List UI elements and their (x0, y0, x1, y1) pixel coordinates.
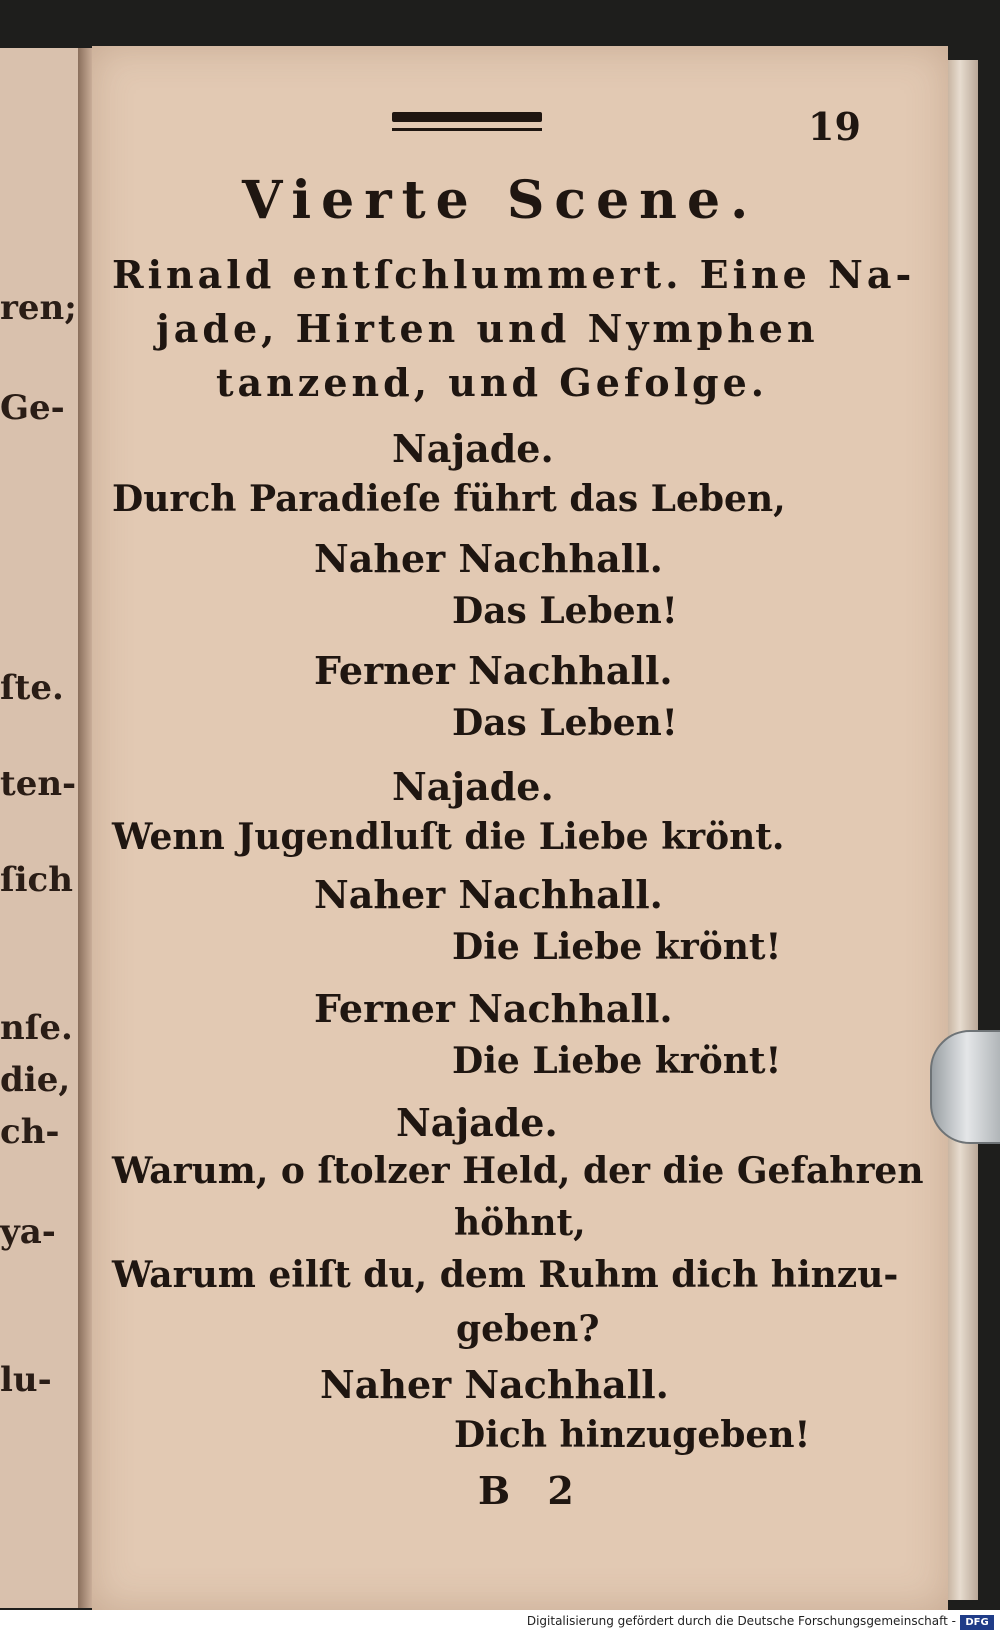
verse-line: Warum eilſt du, dem Ruhm dich hinzu- (112, 1254, 899, 1296)
speaker-name: Ferner Nachhall. (314, 986, 673, 1031)
funding-notice: Digitalisierung gefördert durch die Deutsche Forschungsgemeinschaft - (526, 1614, 956, 1628)
left-fragment: ſte. (0, 668, 64, 708)
page-number: 19 (808, 104, 861, 149)
verse-line: Dich hinzugeben! (454, 1414, 811, 1456)
page-content (92, 46, 948, 1610)
verse-line: Das Leben! (452, 590, 678, 632)
book-clip (930, 1030, 1000, 1144)
left-fragment: ya- (0, 1212, 56, 1252)
left-fragment: ch- (0, 1112, 60, 1152)
verse-line: Wenn Jugendluſt die Liebe krönt. (112, 816, 785, 858)
left-fragment: lu- (0, 1360, 52, 1400)
verse-line: höhnt, (454, 1202, 586, 1244)
speaker-name: Ferner Nachhall. (314, 648, 673, 693)
left-fragment: ten- (0, 764, 77, 804)
ornament-rule-thin (392, 128, 542, 131)
ornament-rule (392, 112, 542, 122)
verse-line: Die Liebe krönt! (452, 926, 782, 968)
book-gutter (78, 48, 92, 1608)
speaker-name: Najade. (392, 764, 554, 809)
left-fragment: nſe. (0, 1008, 73, 1048)
verse-line: geben? (456, 1308, 600, 1350)
verse-line: Das Leben! (452, 702, 678, 744)
left-fragment: ren; (0, 288, 77, 328)
left-fragment: ſich (0, 860, 73, 900)
dfg-logo-icon: DFG (960, 1615, 994, 1630)
previous-page-edge (0, 48, 83, 1608)
stage-direction-line: Rinald entſchlummert. Eine Na- (112, 252, 916, 297)
verse-line: Durch Paradieſe führt das Leben, (112, 478, 786, 520)
page-stack-edge (948, 60, 978, 1600)
scene-title: Vierte Scene. (242, 170, 759, 231)
left-fragment: die, (0, 1060, 71, 1100)
speaker-name: Naher Nachhall. (314, 872, 663, 917)
speaker-name: Naher Nachhall. (314, 536, 663, 581)
verse-line: Die Liebe krönt! (452, 1040, 782, 1082)
stage-direction-line: jade, Hirten und Nymphen (156, 306, 819, 351)
signature-mark: B 2 (478, 1468, 586, 1513)
left-fragment: Ge- (0, 388, 65, 428)
verse-line: Warum, o ſtolzer Held, der die Gefahren (112, 1150, 924, 1192)
speaker-name: Naher Nachhall. (320, 1362, 669, 1407)
book-page (92, 46, 948, 1610)
stage-direction-line: tanzend, und Gefolge. (216, 360, 769, 405)
speaker-name: Najade. (392, 426, 554, 471)
footer-bar (0, 1610, 1000, 1636)
speaker-name: Najade. (396, 1100, 558, 1145)
